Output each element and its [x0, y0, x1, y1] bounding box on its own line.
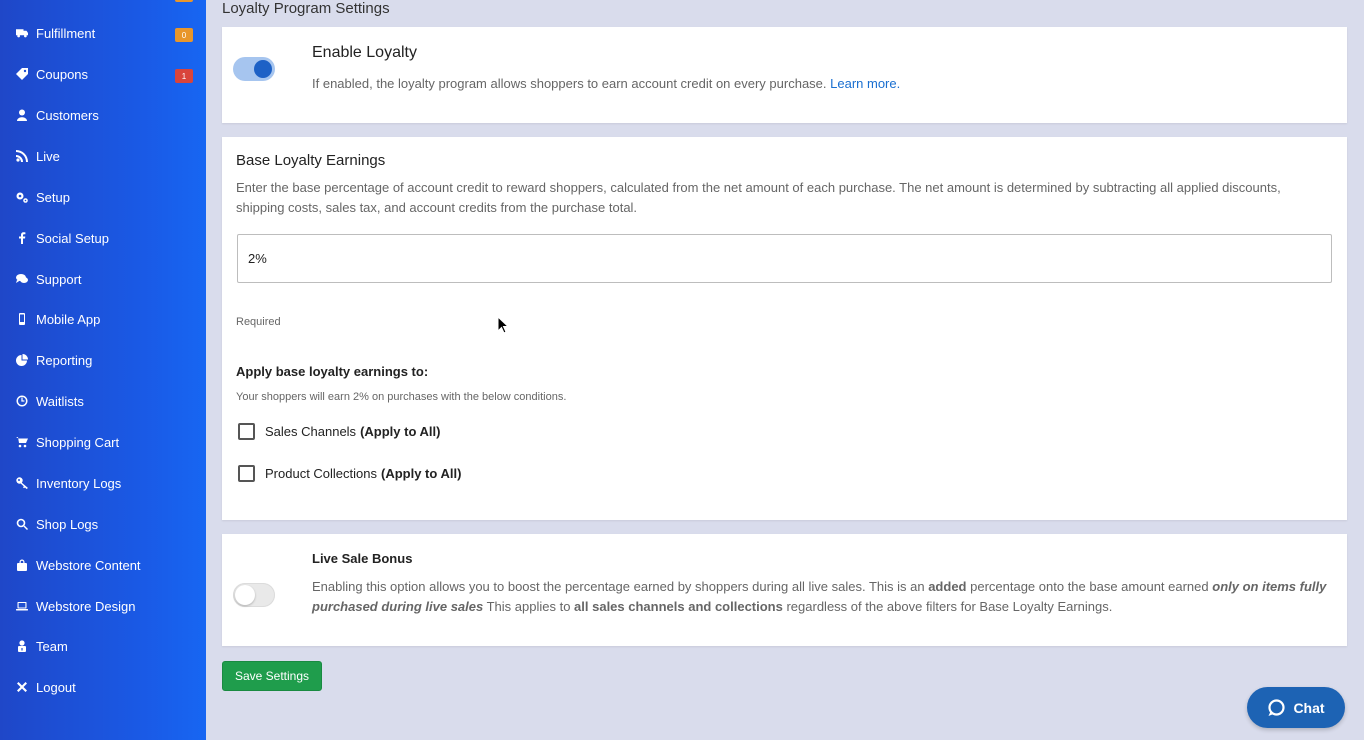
sidebar-item-shop-logs[interactable] — [0, 509, 206, 539]
sidebar-item-mobile-app[interactable] — [0, 304, 206, 334]
laptop-icon — [15, 599, 29, 613]
product-collections-suffix: (Apply to All) — [381, 466, 462, 481]
shopping-bag-icon — [15, 558, 29, 572]
search-icon — [15, 517, 29, 531]
enable-loyalty-description-text: If enabled, the loyalty program allows shoppers to earn account credit on every purchase. — [312, 76, 827, 91]
sidebar-item-setup[interactable] — [0, 182, 206, 212]
base-loyalty-earnings-card — [222, 137, 1347, 520]
sidebar-item-label: Live — [36, 148, 60, 164]
enable-loyalty-title: Enable Loyalty — [312, 44, 417, 61]
live-sale-bonus-card — [222, 534, 1347, 646]
gears-icon — [15, 190, 29, 204]
sidebar-item-customers[interactable] — [0, 100, 206, 130]
toggle-knob — [235, 585, 255, 605]
truck-icon — [15, 26, 29, 40]
user-icon — [15, 108, 29, 122]
sidebar-item-support[interactable] — [0, 264, 206, 294]
sales-channels-option[interactable] — [238, 423, 440, 440]
sales-channels-checkbox[interactable] — [238, 423, 255, 440]
live-sale-bonus-description — [312, 577, 1332, 617]
fulfillment-count-badge: 0 — [175, 28, 193, 42]
sidebar-item-label: Mobile App — [36, 311, 101, 327]
sidebar-item-label: Reporting — [36, 352, 93, 368]
comments-icon — [15, 272, 29, 286]
chat-button[interactable] — [1247, 687, 1345, 728]
sales-channels-suffix: (Apply to All) — [360, 424, 441, 439]
sidebar — [0, 0, 206, 740]
mobile-icon — [15, 312, 29, 326]
sidebar-item-label: Shopping Cart — [36, 434, 120, 450]
close-icon — [15, 680, 29, 694]
tag-icon — [15, 67, 29, 81]
sidebar-item-live[interactable] — [0, 141, 206, 171]
sidebar-item-label: Logout — [36, 679, 76, 695]
sales-channels-label: Sales Channels — [265, 424, 357, 439]
sidebar-item-label: Webstore Design — [36, 598, 136, 614]
sidebar-item-label: Shop Logs — [36, 516, 99, 532]
sidebar-item-label: Fulfillment — [36, 25, 96, 41]
coupons-count-badge: 1 — [175, 69, 193, 83]
chat-bubble-icon — [1267, 699, 1285, 717]
live-bonus-text-6: all sales channels and collections — [574, 599, 783, 614]
apply-earnings-hint: Your shoppers will earn 2% on purchases with the below conditions. — [236, 391, 567, 403]
live-bonus-text-2: added — [928, 579, 967, 594]
live-sale-bonus-toggle[interactable] — [233, 583, 275, 607]
facebook-icon — [15, 231, 29, 245]
live-bonus-text-5: This applies to — [483, 599, 575, 614]
sidebar-item-label: Customers — [36, 107, 99, 123]
required-hint: Required — [236, 316, 281, 328]
live-bonus-text-4: only on items fully purchased during live sales — [312, 579, 1327, 614]
enable-loyalty-card — [222, 27, 1347, 123]
product-collections-checkbox[interactable] — [238, 465, 255, 482]
enable-loyalty-toggle[interactable] — [233, 57, 275, 81]
sidebar-item-webstore-content[interactable] — [0, 550, 206, 580]
live-bonus-text-3: percentage onto the base amount earned — [966, 579, 1213, 594]
sidebar-item-shopping-cart[interactable] — [0, 427, 206, 457]
save-settings-button[interactable]: Save Settings — [222, 661, 322, 691]
sidebar-item-reporting[interactable] — [0, 345, 206, 375]
page-title: Loyalty Program Settings — [222, 0, 390, 17]
sidebar-badge-partial — [175, 0, 193, 2]
sidebar-item-label: Team — [36, 638, 68, 654]
rss-icon — [15, 149, 29, 163]
base-earnings-title: Base Loyalty Earnings — [236, 152, 386, 169]
learn-more-link[interactable]: Learn more. — [830, 76, 901, 91]
product-collections-label: Product Collections — [265, 466, 377, 481]
pie-chart-icon — [15, 353, 29, 367]
toggle-knob — [254, 60, 272, 78]
enable-loyalty-description — [312, 74, 900, 94]
sidebar-item-label: Coupons — [36, 66, 89, 82]
sidebar-item-social-setup[interactable] — [0, 223, 206, 253]
clock-icon — [15, 394, 29, 408]
live-bonus-text-7: regardless of the above filters for Base Loyalty Earnings. — [782, 599, 1113, 614]
product-collections-option[interactable] — [238, 465, 461, 482]
sidebar-item-webstore-design[interactable] — [0, 591, 206, 621]
cart-icon — [15, 435, 29, 449]
live-bonus-text-1: Enabling this option allows you to boost the percentage earned by shoppers during all live sales. This is an — [312, 579, 929, 594]
sidebar-item-logout[interactable] — [0, 672, 206, 702]
apply-earnings-label: Apply base loyalty earnings to: — [236, 364, 429, 379]
base-percentage-input[interactable] — [237, 234, 1332, 283]
user-lock-icon — [15, 639, 29, 653]
base-earnings-description: Enter the base percentage of account credit to reward shoppers, calculated from the net amount of each purchase. The net amount is determined by subtracting all applied discounts, shipping costs, sales tax, and account credits from the purchase total. — [236, 180, 1281, 215]
sidebar-item-label: Support — [36, 271, 82, 287]
sidebar-item-label: Waitlists — [36, 393, 84, 409]
sidebar-item-label: Setup — [36, 189, 70, 205]
sidebar-item-inventory-logs[interactable] — [0, 468, 206, 498]
sidebar-item-waitlists[interactable] — [0, 386, 206, 416]
mouse-cursor-icon — [497, 316, 509, 334]
sidebar-item-team[interactable] — [0, 631, 206, 661]
sidebar-item-label: Webstore Content — [36, 557, 141, 573]
chat-label: Chat — [1293, 699, 1325, 716]
sidebar-item-label: Inventory Logs — [36, 475, 122, 491]
sidebar-item-label: Social Setup — [36, 230, 109, 246]
live-sale-bonus-title: Live Sale Bonus — [312, 551, 413, 566]
key-icon — [15, 476, 29, 490]
